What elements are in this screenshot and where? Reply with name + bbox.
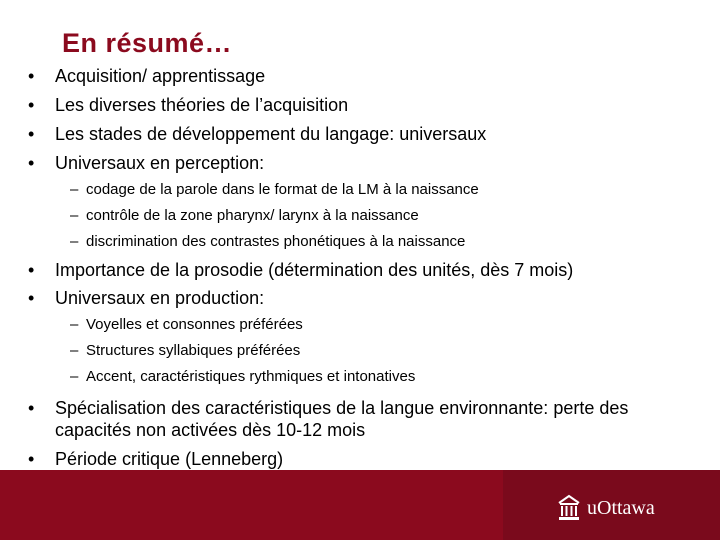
sub-item-text: Voyelles et consonnes préférées bbox=[86, 316, 303, 333]
bullet-marker: • bbox=[28, 288, 35, 308]
logo-text: uOttawa bbox=[587, 496, 655, 519]
dash-marker: – bbox=[70, 368, 79, 385]
dash-marker: – bbox=[70, 316, 79, 333]
sub-item-text: codage de la parole dans le format de la LM à la naissance bbox=[86, 181, 479, 198]
sub-item-text: discrimination des contrastes phonétiques à la naissance bbox=[86, 233, 466, 250]
bullet-marker: • bbox=[28, 66, 35, 86]
university-logo bbox=[557, 494, 655, 522]
bullet-marker: • bbox=[28, 153, 35, 173]
bullet-text: Les stades de développement du langage: universaux bbox=[55, 124, 487, 144]
bullet-text: Spécialisation des caractéristiques de la langue environnante: perte des capacités non activées dès 10-12 mois bbox=[55, 398, 629, 440]
bullet-text: Les diverses théories de l’acquisition bbox=[55, 95, 349, 115]
sub-item-text: contrôle de la zone pharynx/ larynx à la naissance bbox=[86, 207, 419, 224]
sub-item-text: Structures syllabiques préférées bbox=[86, 342, 301, 359]
bullet-marker: • bbox=[28, 95, 35, 115]
bullet-text: Importance de la prosodie (détermination des unités, dès 7 mois) bbox=[55, 260, 574, 280]
bullet-marker: • bbox=[28, 124, 35, 144]
sub-item-text: Accent, caractéristiques rythmiques et intonatives bbox=[86, 368, 416, 385]
bullet-text: Période critique (Lenneberg) bbox=[55, 449, 284, 469]
bullet-marker: • bbox=[28, 449, 35, 469]
bullet-marker: • bbox=[28, 398, 35, 418]
bullet-text: Universaux en production: bbox=[55, 288, 265, 308]
bullet-marker: • bbox=[28, 260, 35, 280]
dash-marker: – bbox=[70, 207, 79, 224]
dash-marker: – bbox=[70, 233, 79, 250]
slide-title: En résumé… bbox=[62, 28, 233, 58]
university-building-icon bbox=[557, 494, 581, 522]
bullet-text: Acquisition/ apprentissage bbox=[55, 66, 266, 86]
bullet-text: Universaux en perception: bbox=[55, 153, 265, 173]
dash-marker: – bbox=[70, 342, 79, 359]
dash-marker: – bbox=[70, 181, 79, 198]
